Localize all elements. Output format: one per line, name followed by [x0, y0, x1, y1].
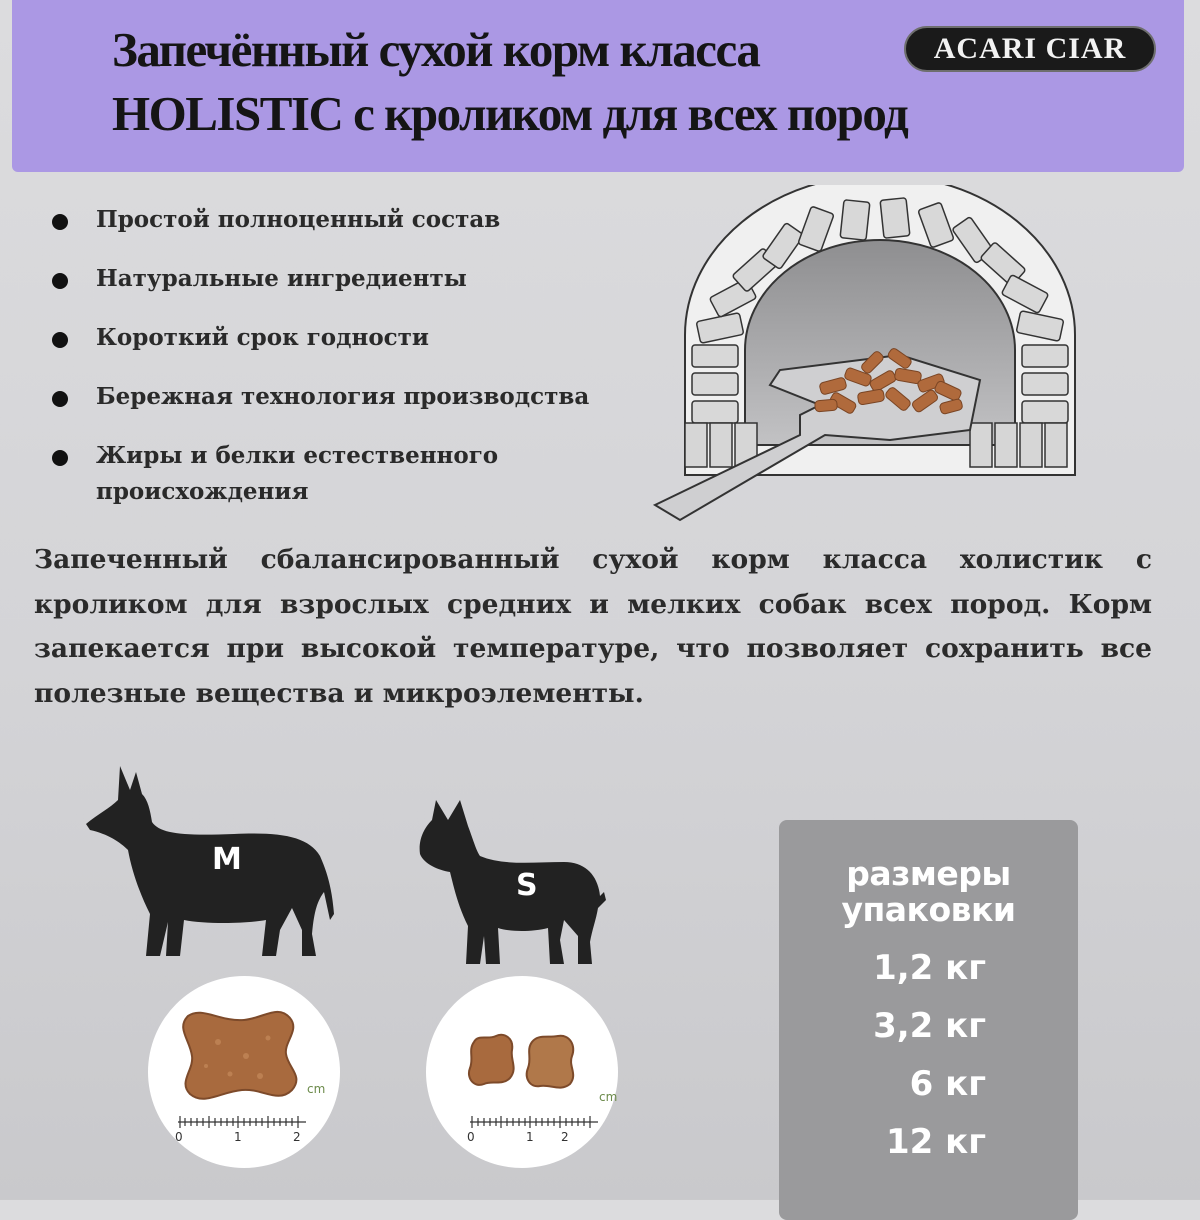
- feature-text: Жиры и белки естественного происхождения: [96, 442, 499, 505]
- packaging-title-line-1: размеры: [846, 854, 1011, 893]
- ruler-unit: cm: [307, 1082, 326, 1096]
- brand-logo: [904, 26, 1156, 72]
- square-kibble-icon: [426, 976, 618, 1168]
- oven-illustration: [650, 185, 1110, 525]
- feature-text: Короткий срок годности: [96, 324, 429, 351]
- package-size: 6 кг: [909, 1064, 986, 1104]
- packaging-sizes-panel: [779, 820, 1078, 1220]
- packaging-title: [779, 856, 1078, 928]
- small-dog: [414, 796, 614, 966]
- ruler-tick-2: 2: [293, 1130, 301, 1144]
- bullet-icon: [52, 214, 68, 230]
- bullet-icon: [52, 450, 68, 466]
- ruler-tick-0: 0: [175, 1130, 183, 1144]
- title-line-2: HOLISTIC с кроликом для всех пород: [112, 86, 908, 141]
- ruler-tick-1: 1: [526, 1130, 534, 1144]
- packaging-title-line-2: упаковки: [841, 890, 1016, 929]
- kibble-photo-small: [426, 976, 618, 1168]
- feature-text: Натуральные ингредиенты: [96, 265, 467, 292]
- feature-list: [48, 202, 648, 533]
- product-description: Запеченный сбалансированный сухой корм класса холистик с кроликом для взрослых средних и мелких собак всех пород. Корм запекается при высокой температуре, что позволяет сохранить все полезные вещества и микроэлементы.: [34, 544, 1152, 709]
- brick-oven-icon: [650, 185, 1110, 525]
- page-title: [112, 18, 908, 146]
- feature-item: [48, 202, 648, 238]
- ruler-tick-2: 2: [561, 1130, 569, 1144]
- package-size: 3,2 кг: [873, 1006, 986, 1046]
- small-dog-silhouette-icon: [414, 796, 614, 966]
- size-letter-small: S: [516, 868, 538, 903]
- ruler-tick-0: 0: [467, 1130, 475, 1144]
- feature-item: [48, 320, 648, 356]
- feature-item: [48, 438, 536, 510]
- ruler-unit: cm: [599, 1090, 618, 1104]
- bullet-icon: [52, 391, 68, 407]
- bullet-icon: [52, 332, 68, 348]
- feature-text: Простой полноценный состав: [96, 206, 501, 233]
- feature-item: [48, 379, 648, 415]
- bullet-icon: [52, 273, 68, 289]
- size-letter-medium: M: [212, 842, 242, 877]
- package-size: 1,2 кг: [873, 948, 986, 988]
- kibble-photo-medium: [148, 976, 340, 1168]
- package-size: 12 кг: [886, 1122, 986, 1162]
- feature-text: Бережная технология производства: [96, 383, 590, 410]
- title-line-1: Запечённый сухой корм класса: [112, 22, 760, 77]
- feature-item: [48, 261, 648, 297]
- ruler-tick-1: 1: [234, 1130, 242, 1144]
- medium-dog: [84, 764, 344, 964]
- brand-logo-text: ACARI CIAR: [933, 32, 1127, 65]
